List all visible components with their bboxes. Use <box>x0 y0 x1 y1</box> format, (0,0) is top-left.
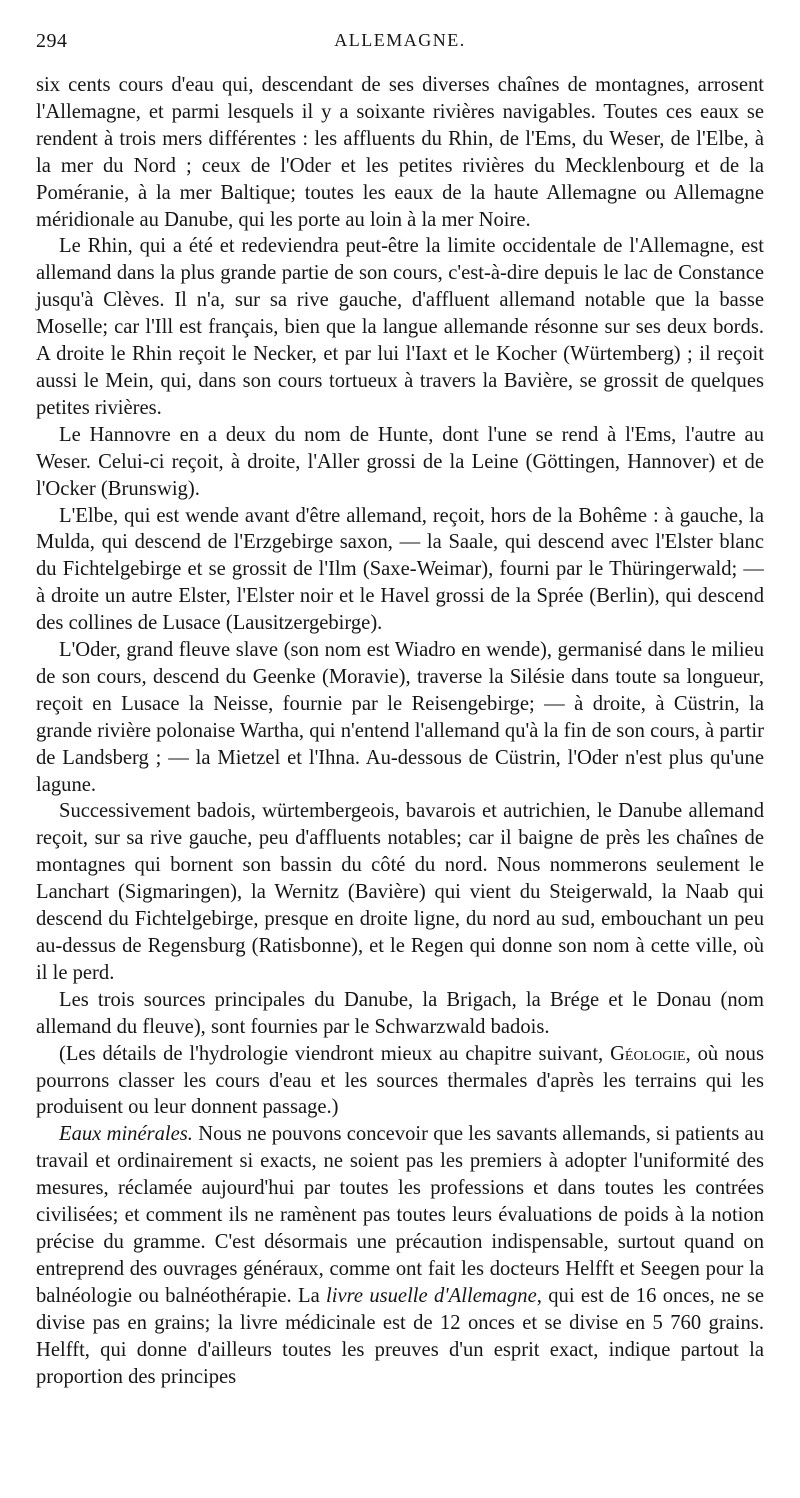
body-text <box>36 72 764 1390</box>
paragraph-hannovre: Le Hannovre en a deux du nom de Hunte, dont l'une se rend à l'Ems, l'autre au Weser. Celui-ci reçoit, à droite, l'Aller grossi de la Leine (Göttingen, Hannover) et de l'Ocker (Brunswig). <box>36 423 764 500</box>
running-title: ALLEMAGNE. <box>334 30 466 50</box>
paragraph-danube: Successivement badois, würtembergeois, bavarois et autrichien, le Danube allemand reçoit, sur sa rive gauche, peu d'affluents notables; car il baigne de près les chaînes de montagnes qui bornent son bassin du côté du nord. Nous nommerons seulement le Lanchart (Sigmaringen), la Wernitz (Bavière) qui vient du Steigerwald, la Naab qui descend du Fichtelgebirge, presque en droite ligne, du nord au sud, embouchant un peu au-dessus de Regensburg (Ratisbonne), et le Regen qui donne son nom à cette ville, où il le perd. <box>36 800 764 984</box>
livre-usuelle-term: livre usuelle d'Allemagne <box>326 1284 537 1307</box>
paragraph-danube-sources: Les trois sources principales du Danube, la Brigach, la Brége et le Donau (nom allemand du fleuve), sont fournies par le Schwarzwald badois. <box>36 988 764 1038</box>
page-number: 294 <box>36 30 68 52</box>
hydrology-note-text-end: , où nous pourrons classer les cours d'eau et les sources thermales d'après les terrains qui les produisent ou leur donnent passage.) <box>36 1042 764 1119</box>
paragraph-eaux-minerales <box>36 1121 764 1390</box>
geologie-reference: Géologie <box>610 1042 686 1065</box>
eaux-minerales-text-1: Nous ne pouvons concevoir que les savants allemands, si patients au travail et ordinairement si exacts, ne soient pas les premiers à adopter l'uniformité des mesures, réclamée aujourd'hui par toutes les professions et dans toutes les contrées civilisées; et comment ils ne ramènent pas toutes leurs évaluations de poids à la notion précise du gramme. C'est désormais une précaution indispensable, surtout quand on entreprend des ouvrages généraux, comme ont fait les docteurs Helfft et Seegen pour la balnéologie ou balnéothérapie. La <box>36 1123 764 1307</box>
paragraph-elbe: L'Elbe, qui est wende avant d'être allemand, reçoit, hors de la Bohême : à gauche, la Mulda, qui descend de l'Erzgebirge saxon, — la Saale, qui descend avec l'Elster blanc du Fichtelgebirge et se grossit de l'Ilm (Saxe-Weimar), fourni par le Thüringerwald; — à droite un autre Elster, l'Elster noir et le Havel grossi de la Sprée (Berlin), qui descend des collines de Lusace (Lausitzergebirge). <box>36 504 764 635</box>
paragraph-hydrology-note <box>36 1041 764 1122</box>
paragraph-rhin: Le Rhin, qui a été et redeviendra peut-être la limite occidentale de l'Allemagne, est allemand dans la plus grande partie de son cours, c'est-à-dire depuis le lac de Constance jusqu'à Clèves. Il n'a, sur sa rive gauche, d'affluent allemand notable que la basse Moselle; car l'Ill est français, bien que la langue allemande résonne sur ses deux bords. A droite le Rhin reçoit le Necker, et par lui l'Iaxt et le Kocher (Würtemberg) ; il reçoit aussi le Mein, qui, dans son cours tortueux à travers la Bavière, se grossit de quelques petites rivières. <box>36 235 764 419</box>
eaux-minerales-text-2: , qui est de 16 onces, ne se divise pas en grains; la livre médicinale est de 12 onces et se divise en 5 760 grains. Helfft, qui donne d'ailleurs toutes les preuves d'un esprit exact, indique partout la proportion des principes <box>36 1284 764 1388</box>
section-lead-eaux-minerales: Eaux minérales. <box>59 1123 193 1146</box>
paragraph-rivers-overview: six cents cours d'eau qui, descendant de ses diverses chaînes de montagnes, arrosent l'Allemagne, et parmi lesquels il y a soixante rivières navigables. Toutes ces eaux se rendent à trois mers différentes : les affluents du Rhin, de l'Ems, du Weser, de l'Elbe, à la mer du Nord ; ceux de l'Oder et les petites rivières du Mecklenbourg et de la Poméranie, à la mer Baltique; toutes les eaux de la haute Allemagne ou Allemagne méridionale au Danube, qui les porte au loin à la mer Noire. <box>36 74 764 231</box>
running-head <box>36 30 764 60</box>
paragraph-oder: L'Oder, grand fleuve slave (son nom est Wiadro en wende), germanisé dans le milieu de son cours, descend du Geenke (Moravie), traverse la Silésie dans toute sa longueur, reçoit en Lusace la Neisse, fournie par le Reisengebirge; — à droite, à Cüstrin, la grande rivière polonaise Wartha, qui n'entend l'allemand qu'à la fin de son cours, à partir de Landsberg ; — la Mietzel et l'Ihna. Au-dessous de Cüstrin, l'Oder n'est plus qu'une lagune. <box>36 639 764 796</box>
hydrology-note-text-start: (Les détails de l'hydrologie viendront mieux au chapitre suivant, <box>59 1042 611 1065</box>
